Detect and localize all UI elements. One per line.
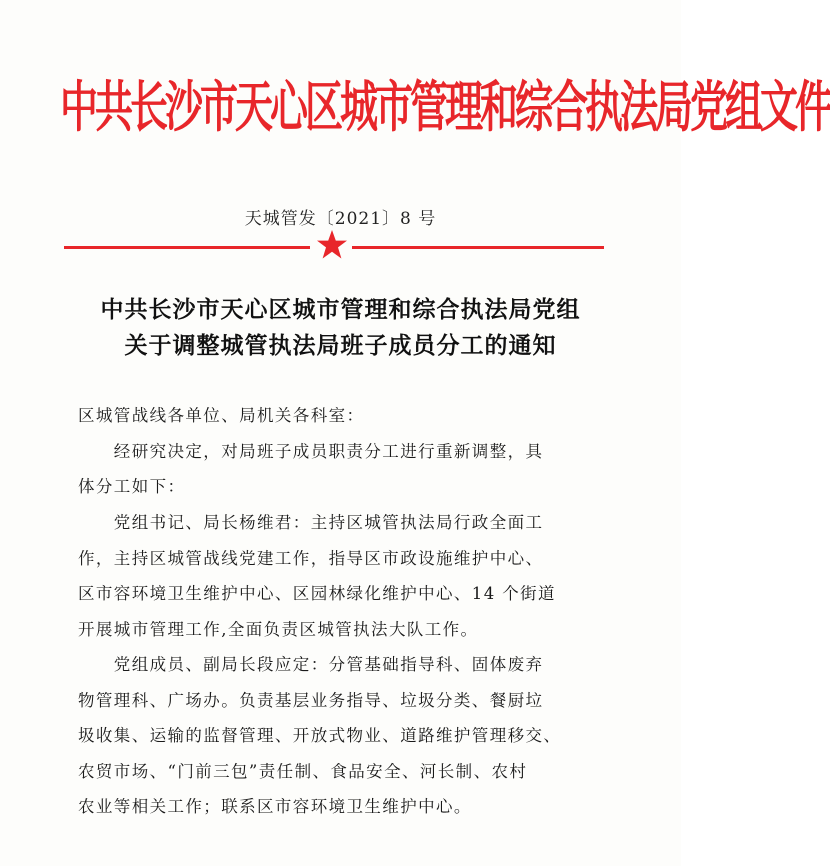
document-number: 天城管发〔2021〕8 号: [244, 209, 437, 229]
body-line: 开展城市管理工作,全面负责区城管执法大队工作。: [78, 620, 479, 639]
body-line: 作，主持区城管战线党建工作，指导区市政设施维护中心、: [78, 549, 544, 568]
body-line: 体分工如下：: [78, 477, 186, 496]
body-line: 农贸市场、“门前三包”责任制、食品安全、河长制、农村: [78, 762, 528, 781]
red-star-icon: [316, 229, 348, 261]
notice-title-line-2: 关于调整城管执法局班子成员分工的通知: [124, 332, 557, 359]
body-line: 党组书记、局长杨维君：主持区城管执法局行政全面工: [78, 513, 544, 532]
body-line: 物管理科、广场办。负责基层业务指导、垃圾分类、餐厨垃: [78, 691, 544, 710]
notice-title-line-1: 中共长沙市天心区城市管理和综合执法局党组: [100, 296, 581, 323]
body-line: 圾收集、运输的监督管理、开放式物业、道路维护管理移交、: [78, 726, 562, 745]
divider-line-right: [352, 246, 604, 249]
body-line: 经研究决定，对局班子成员职责分工进行重新调整，具: [78, 442, 544, 461]
divider-line-left: [64, 246, 310, 249]
salutation-line: 区城管战线各单位、局机关各科室：: [78, 406, 365, 425]
body-line: 区市容环境卫生维护中心、区园林绿化维护中心、14 个街道: [78, 584, 556, 603]
document-masthead: 中共长沙市天心区城市管理和综合执法局党组文件: [60, 73, 830, 139]
body-line: 党组成员、副局长段应定：分管基础指导科、固体废弃: [78, 655, 544, 674]
body-line: 农业等相关工作；联系区市容环境卫生维护中心。: [78, 797, 472, 816]
